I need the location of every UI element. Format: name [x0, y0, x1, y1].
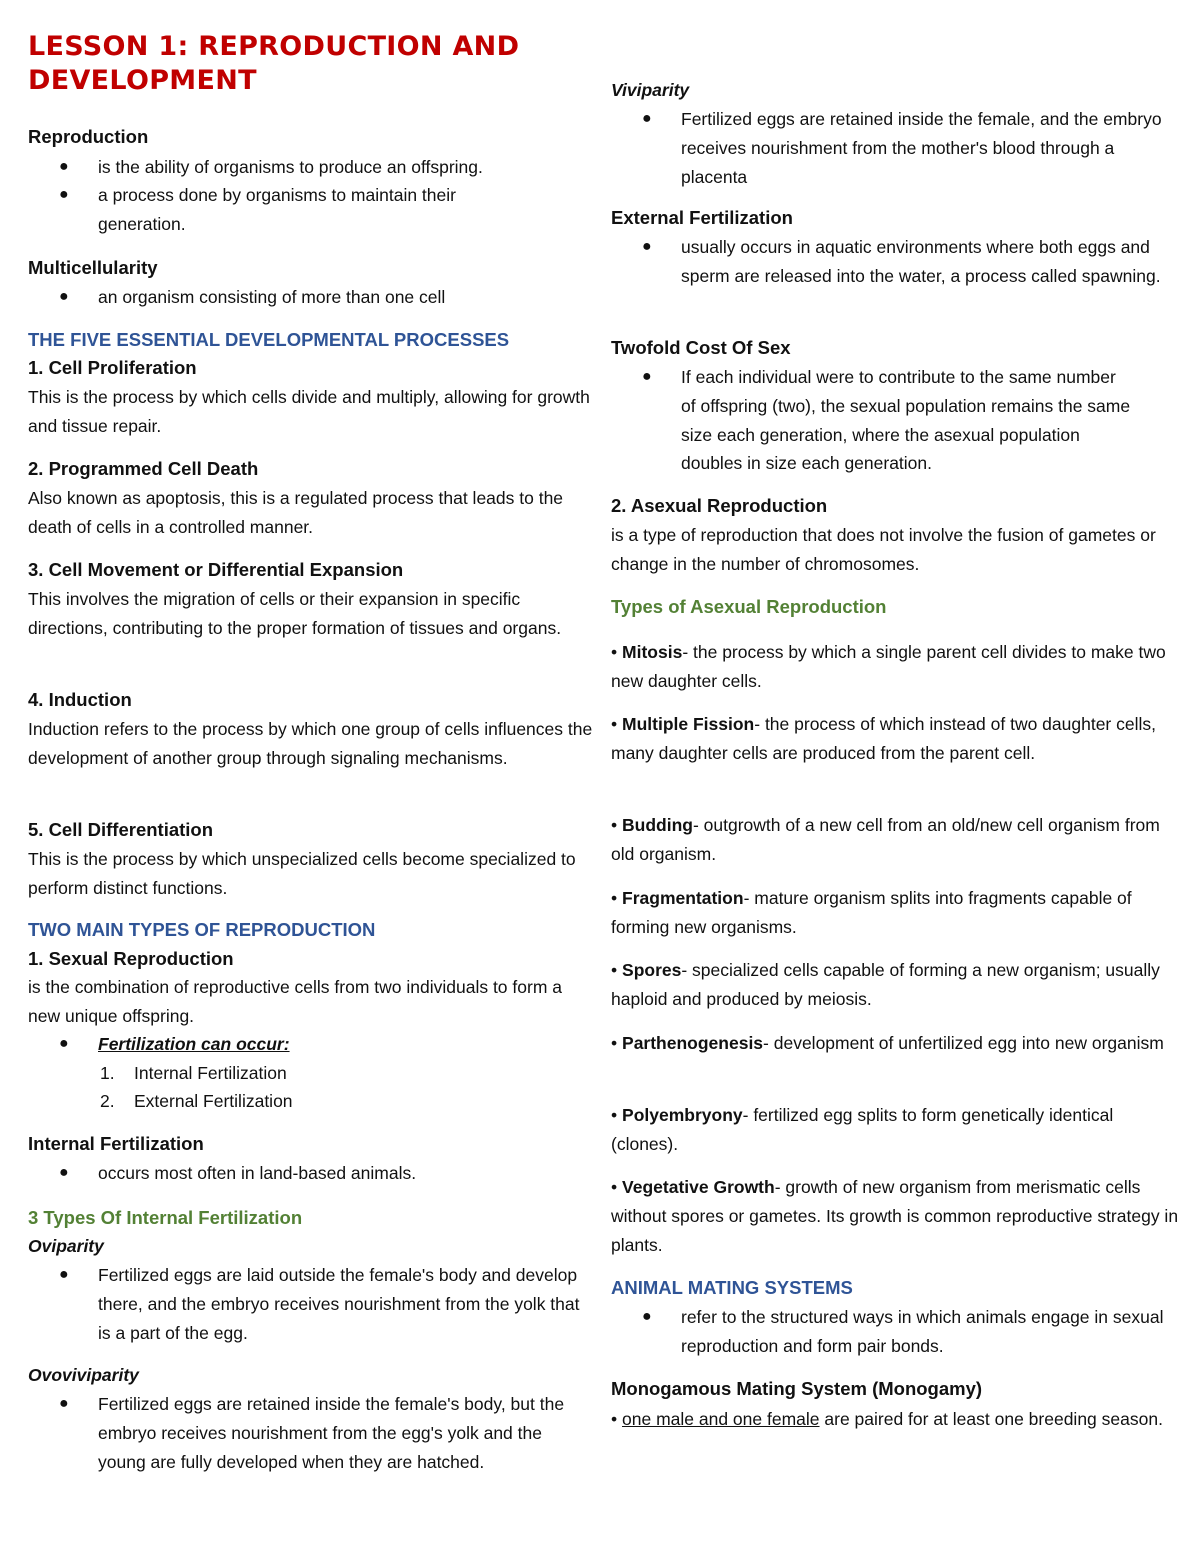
page-title: LESSON 1: REPRODUCTION AND DEVELOPMENT — [28, 31, 520, 96]
list-item — [611, 1029, 1181, 1058]
section-heading: 3 Types Of Internal Fertilization — [28, 1207, 303, 1228]
subsection-title: 1. Sexual Reproduction — [28, 948, 234, 969]
section-heading: Types of Asexual Reproduction — [611, 596, 887, 617]
subsection-title: Ovoviviparity — [28, 1365, 139, 1385]
subsection-title: External Fertilization — [611, 207, 793, 228]
term-description: - development of unfertilized egg into new organism — [763, 1033, 1164, 1053]
list-item: ● refer to the structured ways in which animals engage in sexual reproduction and form pair bonds. — [611, 1303, 1181, 1361]
term: Mitosis — [622, 642, 683, 662]
subsection-title: 5. Cell Differentiation — [28, 819, 214, 840]
paragraph: is a type of reproduction that does not involve the fusion of gametes or change in the number of chromosomes. — [611, 525, 1156, 574]
bullet-icon: ● — [59, 1164, 69, 1181]
paragraph: is the combination of reproductive cells from two individuals to form a new unique offspring. — [28, 977, 562, 1026]
bullet: • — [611, 1033, 618, 1053]
bullet-icon: ● — [59, 1035, 69, 1052]
multicellularity-heading: Multicellularity — [28, 257, 158, 278]
paragraph: This involves the migration of cells or their expansion in specific directions, contributing to the proper formation of tissues and organs. — [28, 589, 562, 638]
term: Parthenogenesis — [622, 1033, 764, 1053]
term-description: - growth of new organism from merismatic cells without spores or gametes. Its growth is common reproductive strategy in plants. — [611, 1177, 1179, 1255]
list-item: ● Fertilized eggs are laid outside the female's body and develop there, and the embryo receives nourishment from the yolk that is a part of the egg. — [28, 1261, 593, 1347]
term-description: - specialized cells capable of forming a new organism; usually haploid and produced by meiosis. — [611, 960, 1160, 1009]
term: Polyembryony — [622, 1105, 743, 1125]
subsection-title: Oviparity — [28, 1236, 104, 1256]
list-item — [611, 1173, 1181, 1259]
bullet: • — [611, 960, 618, 980]
bullet: • — [611, 815, 618, 835]
bullet: • — [611, 642, 618, 662]
list-item: ● a process done by organisms to maintain their generation. — [28, 181, 538, 239]
bullet-icon: ● — [642, 368, 652, 385]
subsection-title: 2. Asexual Reproduction — [611, 495, 828, 516]
list-item: ● If each individual were to contribute to the same number of offspring (two), the sexual population remains the same size each generation, where the asexual population doubles in size each generation. — [611, 363, 1131, 478]
subsection-title: Viviparity — [611, 80, 690, 100]
subsection-title: 1. Cell Proliferation — [28, 357, 197, 378]
bullet-icon: ● — [59, 158, 69, 175]
list-item: ● occurs most often in land-based animals. — [28, 1159, 593, 1188]
paragraph: Induction refers to the process by which one group of cells influences the development of another group through signaling mechanisms. — [28, 719, 593, 768]
paragraph: This is the process by which cells divide and multiply, allowing for growth and tissue repair. — [28, 387, 590, 436]
list-item: ● an organism consisting of more than one cell — [28, 283, 593, 312]
bullet: • — [611, 888, 618, 908]
paragraph: Also known as apoptosis, this is a regulated process that leads to the death of cells in a controlled manner. — [28, 488, 564, 537]
paragraph: This is the process by which unspecialized cells become specialized to perform distinct functions. — [28, 849, 576, 898]
list-item: ● Fertilized eggs are retained inside the female's body, but the embryo receives nourishment from the egg's yolk and the young are fully developed when they are hatched. — [28, 1390, 593, 1476]
bullet-icon: ● — [642, 110, 652, 127]
term: Vegetative Growth — [622, 1177, 775, 1197]
bullet-icon: ● — [59, 288, 69, 305]
list-item: 2. External Fertilization — [100, 1091, 293, 1111]
list-item — [611, 1101, 1181, 1159]
subsection-title: Internal Fertilization — [28, 1133, 204, 1154]
list-item: 1. Internal Fertilization — [100, 1063, 287, 1083]
bullet-icon: ● — [59, 1395, 69, 1412]
term-description: - fertilized egg splits to form genetically identical (clones). — [611, 1105, 1114, 1154]
list-item — [611, 884, 1181, 942]
subsection-title: 4. Induction — [28, 689, 132, 710]
list-item — [611, 956, 1181, 1014]
reproduction-heading: Reproduction — [28, 126, 149, 147]
bullet-icon: ● — [59, 186, 69, 203]
bullet: • — [611, 1105, 618, 1125]
list-item: ● usually occurs in aquatic environments where both eggs and sperm are released into the water, a process called spawning. — [611, 233, 1181, 291]
list-item: ● Fertilized eggs are retained inside the female, and the embryo receives nourishment from the mother's blood through a placenta — [611, 105, 1181, 191]
term: Multiple Fission — [622, 714, 755, 734]
list-item — [611, 710, 1181, 768]
term: Fragmentation — [622, 888, 744, 908]
bullet-icon: ● — [642, 238, 652, 255]
subsection-title: 2. Programmed Cell Death — [28, 458, 259, 479]
section-heading: THE FIVE ESSENTIAL DEVELOPMENTAL PROCESSES — [28, 329, 510, 350]
subsection-title: Twofold Cost Of Sex — [611, 337, 791, 358]
bullet: • — [611, 1177, 618, 1197]
bullet-icon: ● — [642, 1308, 652, 1325]
subsection-title: 3. Cell Movement or Differential Expansion — [28, 559, 404, 580]
bullet: • — [611, 714, 618, 734]
term-description: - the process by which a single parent cell divides to make two new daughter cells. — [611, 642, 1166, 691]
term: Budding — [622, 815, 693, 835]
list-item — [611, 638, 1181, 696]
bullet-icon: ● — [59, 1266, 69, 1283]
list-item: ● Fertilization can occur: — [28, 1030, 593, 1059]
subsection-title: Monogamous Mating System (Monogamy) — [611, 1378, 983, 1399]
term-description: - mature organism splits into fragments capable of forming new organisms. — [611, 888, 1132, 937]
list-item — [611, 811, 1181, 869]
term-description: - the process of which instead of two daughter cells, many daughter cells are produced from the parent cell. — [611, 714, 1156, 763]
term-description: - outgrowth of a new cell from an old/new cell organism from old organism. — [611, 815, 1160, 864]
section-heading: ANIMAL MATING SYSTEMS — [611, 1277, 853, 1298]
list-item: ● is the ability of organisms to produce an offspring. — [28, 153, 593, 182]
section-heading: TWO MAIN TYPES OF REPRODUCTION — [28, 919, 376, 940]
term: Spores — [622, 960, 682, 980]
paragraph: • one male and one female are paired for at least one breeding season. — [611, 1409, 1163, 1429]
